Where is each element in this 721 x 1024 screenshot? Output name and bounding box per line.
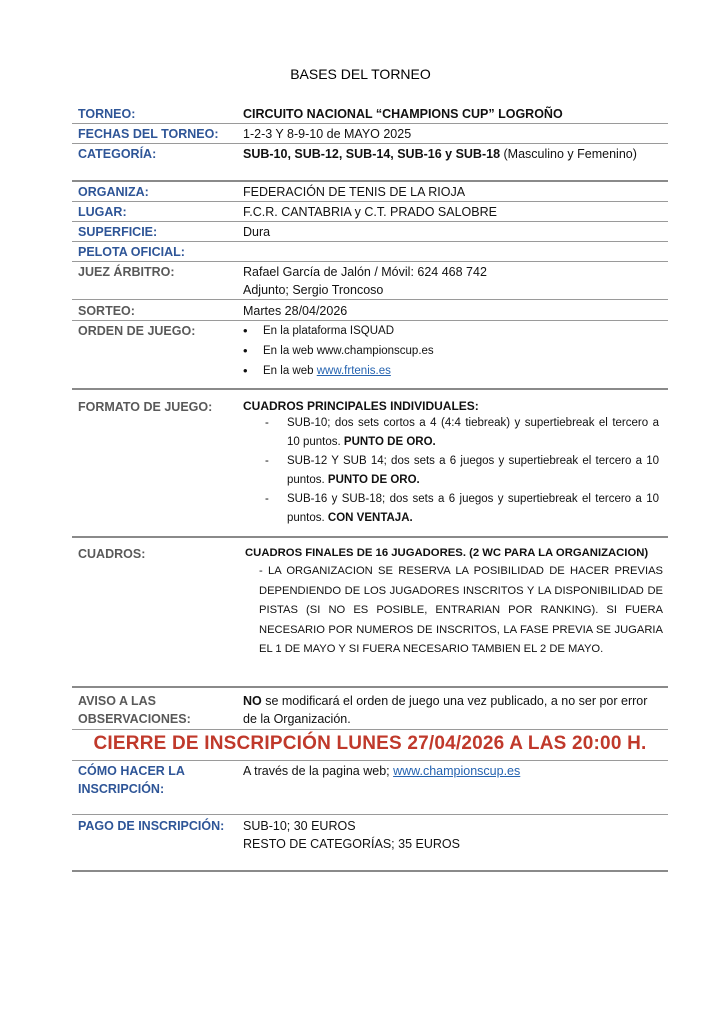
row-organiza (72, 182, 668, 202)
value-lugar: F.C.R. CANTABRIA y C.T. PRADO SALOBRE (243, 205, 497, 219)
value-torneo: CIRCUITO NACIONAL “CHAMPIONS CUP” LOGROÑO (243, 107, 563, 121)
row-lugar (72, 202, 668, 222)
championscup-link[interactable]: www.championscup.es (393, 764, 521, 778)
formato-item-sub16-18-text: SUB-16 y SUB-18; dos sets a 6 juegos y supertiebreak el tercero a 10 puntos. (287, 493, 659, 524)
label-categoria: CATEGORÍA: (78, 147, 157, 161)
row-formato (72, 397, 668, 538)
categoria-list: SUB-10, SUB-12, SUB-14, SUB-16 y SUB-18 (243, 147, 501, 161)
value-fechas: 1-2-3 Y 8-9-10 de MAYO 2025 (243, 127, 412, 141)
label-formato: FORMATO DE JUEGO: (78, 400, 213, 414)
value-juez-line1: Rafael García de Jalón / Móvil: 624 468 742 (243, 265, 487, 279)
orden-item-championscup: • En la web www.championscup.es (243, 341, 663, 361)
inscripcion-deadline-banner: CIERRE DE INSCRIPCIÓN LUNES 27/04/2026 A LAS 20:00 H. (93, 733, 647, 754)
document-title: BASES DEL TORNEO (290, 66, 431, 82)
formato-item-sub12-14-bold: PUNTO DE ORO. (327, 474, 420, 486)
orden-list (243, 321, 663, 381)
label-juez: JUEZ ÁRBITRO: (78, 265, 175, 279)
value-sorteo: Martes 28/04/2026 (243, 304, 348, 318)
row-pelota (72, 242, 668, 262)
label-organiza: ORGANIZA: (78, 185, 149, 199)
label-pelota: PELOTA OFICIAL: (78, 245, 185, 259)
label-aviso-line1: AVISO A LAS (78, 694, 157, 708)
cuadros-content (245, 544, 665, 660)
formato-content (243, 398, 663, 528)
value-pago-line1: SUB-10; 30 EUROS (243, 819, 356, 833)
label-fechas: FECHAS DEL TORNEO: (78, 127, 219, 141)
label-aviso-line2: OBSERVACIONES: (78, 712, 191, 726)
row-orden (72, 321, 668, 390)
value-aviso (243, 692, 663, 728)
formato-item-sub16-18-bold: CON VENTAJA. (327, 512, 413, 524)
orden-item-frtenis (243, 361, 663, 381)
formato-item-sub10-bold: PUNTO DE ORO. (343, 436, 436, 448)
orden-item-isquad: • En la plataforma ISQUAD (243, 321, 663, 341)
row-superficie (72, 222, 668, 242)
row-como (72, 760, 668, 815)
value-categoria (243, 145, 668, 163)
formato-item-sub12-14-text: SUB-12 Y SUB 14; dos sets a 6 juegos y supertiebreak el tercero a 10 puntos. (287, 455, 659, 486)
label-como-line1: CÓMO HACER LA (78, 764, 185, 778)
value-como (243, 762, 663, 780)
formato-item-sub12-14 (243, 452, 659, 490)
como-text: A través de la pagina web; (243, 764, 394, 778)
value-juez-line2: Adjunto; Sergio Troncoso (243, 283, 384, 297)
row-categoria (72, 144, 668, 182)
formato-heading: CUADROS PRINCIPALES INDIVIDUALES: (243, 399, 479, 413)
value-superficie: Dura (243, 225, 271, 239)
row-torneo (72, 104, 668, 124)
row-cuadros (72, 542, 668, 688)
row-aviso (72, 691, 668, 730)
label-superficie: SUPERFICIE: (78, 225, 158, 239)
row-pago (72, 815, 668, 872)
aviso-no: NO (243, 694, 262, 708)
orden-item-frtenis-text: En la web (263, 365, 317, 377)
formato-item-sub16-18 (243, 490, 659, 528)
label-como-line2: INSCRIPCIÓN: (78, 782, 165, 796)
label-sorteo: SORTEO: (78, 304, 135, 318)
aviso-text: se modificará el orden de juego una vez publicado, a no ser por error de la Organización. (243, 694, 648, 726)
formato-item-sub10 (243, 414, 659, 452)
label-lugar: LUGAR: (78, 205, 127, 219)
label-pago: PAGO DE INSCRIPCIÓN: (78, 819, 225, 833)
frtenis-link[interactable]: www.frtenis.es (316, 365, 391, 377)
row-fechas (72, 124, 668, 144)
label-cuadros: CUADROS: (78, 547, 146, 561)
row-juez (72, 262, 668, 300)
categoria-gender: (Masculino y Femenino) (500, 147, 637, 161)
value-organiza: FEDERACIÓN DE TENIS DE LA RIOJA (243, 185, 466, 199)
cuadros-heading: CUADROS FINALES DE 16 JUGADORES. (2 WC PARA LA ORGANIZACION) (245, 547, 649, 559)
label-orden: ORDEN DE JUEGO: (78, 324, 196, 338)
label-torneo: TORNEO: (78, 107, 136, 121)
row-sorteo (72, 301, 668, 321)
cuadros-text: - LA ORGANIZACION SE RESERVA LA POSIBILIDAD DE HACER PREVIAS DEPENDIENDO DE LOS JUGADORES INSCRITOS Y LA DISPONIBILIDAD DE PISTAS (SI NO ES POSIBLE, ENTRARIAN POR RANKING). SI FUERA NECESARIO POR NUMEROS DE INSCRITOS, LA FASE PREVIA SE JUGARIA EL 1 DE MAYO Y SI FUERA NECESARIO TAMBIEN EL 2 DE MAYO. (259, 565, 663, 655)
formato-item-sub10-text: SUB-10; dos sets cortos a 4 (4:4 tiebreak) y supertiebreak el tercero a 10 puntos. (287, 417, 659, 448)
value-pago-line2: RESTO DE CATEGORÍAS; 35 EUROS (243, 837, 460, 851)
